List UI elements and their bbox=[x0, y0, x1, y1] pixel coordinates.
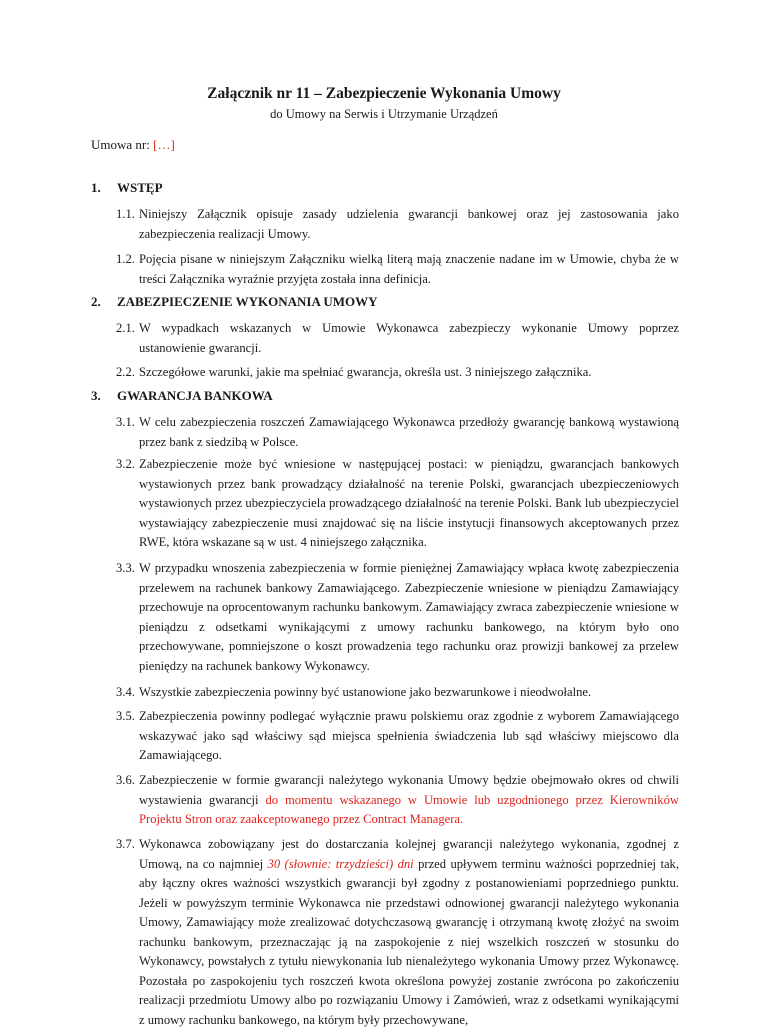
paragraph-text-part: przed upływem terminu ważności poprzedniej tak, aby łączny okres ważności wszystkich gwarancji był zgodny z postanowieniami poprzedniego punktu. Jeżeli w powyższym terminie Wykonawca nie przedstawi odnowionej gwarancji należytego wykonania Umowy, Zamawiający może zrealizować dotychczasową gwarancję i otrzymaną kwotę złożyć na swoim rachunku bankowym, przeznaczając ją na zaspokojenie z niej wszelkich roszczeń w stosunku do Wykonawcy, powstałych z tytułu niewykonania lub nienależytego wykonania Umowy przez Wykonawcę. Pozostała po zaspokojeniu tych roszczeń kwota określona powyżej zostanie zwrócona po zakończeniu realizacji przedmiotu Umowy albo po rozwiązaniu Umowy i Zamówień, wraz z odsetkami wynikającymi z umowy rachunku bankowego, na którym były przechowywane, bbox=[139, 856, 679, 1027]
paragraph-number: 3.2. bbox=[116, 457, 135, 471]
paragraph-text bbox=[116, 835, 679, 1030]
paragraph-text: W przypadku wnoszenia zabezpieczenia w formie pieniężnej Zamawiający wpłaca kwotę zabezpieczenia przelewem na rachunek bankowy Zamawiającego. Zabezpieczenie wniesione w pieniądzu Zamawiający przechowuje na oprocentowanym rachunku bankowym. Zamawiający zwraca zabezpieczenie wniesione w pieniądzu z odsetkami wynikającymi z umowy rachunku bankowego, na którym było ono przechowywane, pomniejszone o koszt prowadzenia tego rachunku oraz prowizji bankowej za przelew pieniędzy na rachunek bankowy Wykonawcy. bbox=[139, 561, 679, 673]
paragraph-3-6 bbox=[116, 771, 679, 830]
contract-number-line bbox=[91, 137, 175, 153]
highlighted-term: 30 (słownie: trzydzieści) dni bbox=[267, 856, 414, 871]
section-heading-2 bbox=[91, 294, 378, 310]
paragraph-3-4 bbox=[116, 683, 679, 703]
paragraph-2-1 bbox=[116, 319, 679, 358]
paragraph-text: Zabezpieczenie może być wniesione w następującej postaci: w pieniądzu, gwarancjach bankowych wystawionych przez bank prowadzący działalność na terenie Polski, gwarancjach ubezpieczeniowych wystawionych przez ubezpieczyciela prowadzącego działalność na terenie Polski. Bank lub ubezpieczyciel wystawiający zabezpieczenie musi znajdować się na liście instytucji finansowych akceptowanych przez RWE, która wskazane są w ust. 4 niniejszego załącznika. bbox=[139, 457, 679, 549]
section-heading-3 bbox=[91, 388, 273, 404]
paragraph-3-1 bbox=[116, 413, 679, 452]
contract-number-placeholder: […] bbox=[153, 137, 175, 152]
section-title: WSTĘP bbox=[117, 180, 163, 195]
section-title: ZABEZPIECZENIE WYKONANIA UMOWY bbox=[117, 294, 378, 309]
paragraph-number: 3.1. bbox=[116, 415, 135, 429]
paragraph-3-7 bbox=[116, 835, 679, 1030]
paragraph-1-2 bbox=[116, 250, 679, 289]
section-title: GWARANCJA BANKOWA bbox=[117, 388, 273, 403]
paragraph-number: 1.2. bbox=[116, 252, 135, 266]
paragraph-2-2 bbox=[116, 363, 679, 383]
paragraph-text: Wszystkie zabezpieczenia powinny być ustanowione jako bezwarunkowe i nieodwołalne. bbox=[139, 685, 592, 699]
paragraph-text: Szczegółowe warunki, jakie ma spełniać gwarancja, określa ust. 3 niniejszego załącznika. bbox=[139, 365, 592, 379]
paragraph-3-2 bbox=[116, 455, 679, 553]
paragraph-3-3 bbox=[116, 559, 679, 676]
document-subtitle: do Umowy na Serwis i Utrzymanie Urządzeń bbox=[270, 107, 498, 121]
section-number: 1. bbox=[91, 180, 101, 195]
paragraph-number: 3.3. bbox=[116, 561, 135, 575]
paragraph-text-part: Zabezpieczenie w formie gwarancji należytego wykonania Umowy będzie obejmowało okres od chwili wystawienia gwarancji bbox=[139, 773, 679, 807]
paragraph-1-1 bbox=[116, 205, 679, 244]
paragraph-text: W celu zabezpieczenia roszczeń Zamawiającego Wykonawca przedłoży gwarancję bankową wystawioną przez bank z siedzibą w Polsce. bbox=[139, 415, 679, 449]
paragraph-text: Pojęcia pisane w niniejszym Załączniku wielką literą mają znaczenie nadane im w Umowie, chyba że w treści Załącznika wyraźnie przyjęta została inna definicja. bbox=[139, 252, 679, 286]
paragraph-number: 2.1. bbox=[116, 321, 135, 335]
contract-number-label: Umowa nr: bbox=[91, 137, 154, 152]
paragraph-text-part: Wykonawca zobowiązany jest do dostarczania kolejnej gwarancji należytego wykonania, zgodnej z Umową, na co najmniej bbox=[139, 837, 679, 871]
paragraph-number: 3.5. bbox=[116, 709, 135, 723]
paragraph-text: Niniejszy Załącznik opisuje zasady udzielenia gwarancji bankowej oraz jej zastosowania jako zabezpieczenia realizacji Umowy. bbox=[139, 207, 679, 241]
section-number: 3. bbox=[91, 388, 101, 403]
paragraph-3-5 bbox=[116, 707, 679, 766]
paragraph-number: 3.7. bbox=[116, 837, 135, 851]
paragraph-text: Zabezpieczenia powinny podlegać wyłącznie prawu polskiemu oraz zgodnie z wyborem Zamawiającego wskazywać jako sąd właściwy sąd miejsca spełnienia świadczenia lub sąd właściwy miejscowo dla Zamawiającego. bbox=[139, 709, 679, 762]
paragraph-number: 2.2. bbox=[116, 365, 135, 379]
section-number: 2. bbox=[91, 294, 101, 309]
section-heading-1 bbox=[91, 180, 163, 196]
paragraph-text bbox=[116, 771, 679, 830]
paragraph-number: 3.4. bbox=[116, 685, 135, 699]
paragraph-number: 1.1. bbox=[116, 207, 135, 221]
highlighted-term: do momentu wskazanego w Umowie lub uzgodnionego przez Kierowników Projektu Stron oraz zaakceptowanego przez Contract Managera. bbox=[139, 792, 679, 826]
paragraph-number: 3.6. bbox=[116, 773, 135, 787]
document-title: Załącznik nr 11 – Zabezpieczenie Wykonania Umowy bbox=[207, 85, 561, 102]
paragraph-text: W wypadkach wskazanych w Umowie Wykonawca zabezpieczy wykonanie Umowy poprzez ustanowienie gwarancji. bbox=[139, 321, 679, 355]
